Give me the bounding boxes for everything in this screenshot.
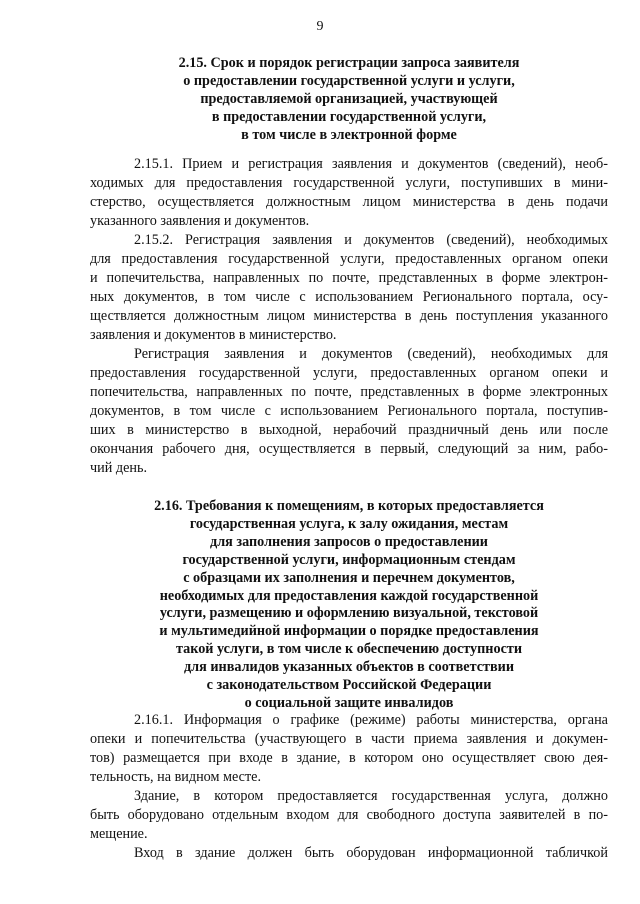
heading-line: услуги, размещению и оформлению визуальной, текстовой bbox=[159, 605, 539, 622]
body-line: попечительства, направленных по почте, представленных в форме электронных bbox=[90, 384, 608, 400]
heading-line: с образцами их заполнения и перечнем документов, bbox=[183, 569, 515, 586]
heading-line: о предоставлении государственной услуги и услуги, bbox=[183, 72, 515, 89]
heading-line: в том числе в электронной форме bbox=[241, 126, 457, 143]
body-line: 2.15.1. Прием и регистрация заявления и документов (сведений), необ- bbox=[134, 156, 608, 172]
body-line: тов) размещается при входе в здание, в котором оно осуществляет свою дея- bbox=[90, 750, 608, 766]
section-2-15-heading bbox=[90, 55, 608, 145]
body-line: документов, в том числе с использованием Регионального портала, поступив- bbox=[90, 403, 608, 419]
heading-line: 2.16. Требования к помещениям, в которых предоставляется bbox=[154, 498, 544, 514]
page-number: 9 bbox=[316, 19, 324, 34]
heading-line: государственная услуга, к залу ожидания, местам bbox=[189, 515, 509, 532]
body-line: Регистрация заявления и документов (сведений), необходимых для bbox=[134, 346, 608, 362]
section-2-16-heading bbox=[90, 498, 608, 713]
body-line: заявления и документов в министерство. bbox=[90, 327, 337, 343]
body-line: чий день. bbox=[90, 460, 147, 476]
body-line: окончания рабочего дня, осуществляется в первый, следующий за ним, рабо- bbox=[90, 441, 608, 457]
body-line: ходимых для предоставления государственной услуги, поступивших в мини- bbox=[90, 175, 608, 191]
body-line: 2.15.2. Регистрация заявления и документов (сведений), необходимых bbox=[134, 232, 608, 248]
body-line: опеки и попечительства (участвующего в части приема заявления и докумен- bbox=[90, 731, 608, 747]
body-line: Здание, в котором предоставляется государственная услуга, должно bbox=[134, 788, 608, 804]
heading-line: с законодательством Российской Федерации bbox=[206, 677, 492, 694]
heading-line: необходимых для предоставления каждой государственной bbox=[159, 587, 539, 604]
body-line: ществляется должностным лицом министерства в день поступления указанного bbox=[90, 308, 608, 324]
body-line: ных документов, в том числе с использованием Регионального портала, осу- bbox=[90, 289, 608, 305]
heading-line: и мультимедийной информации о порядке предоставления bbox=[159, 623, 539, 640]
heading-line: для заполнения запросов о предоставлении bbox=[210, 533, 488, 550]
body-line: быть оборудовано отдельным входом для свободного доступа заявителей в по- bbox=[90, 807, 608, 823]
heading-line: для инвалидов указанных объектов в соответствии bbox=[183, 659, 515, 676]
body-line: мещение. bbox=[90, 826, 148, 842]
body-line: предоставления государственной услуги, предоставленных органом опеки и bbox=[90, 365, 608, 381]
body-line: Вход в здание должен быть оборудован информационной табличкой bbox=[134, 845, 608, 861]
body-line: для предоставления государственной услуги, предоставленных органом опеки bbox=[90, 251, 608, 267]
heading-line: предоставляемой организацией, участвующей bbox=[200, 90, 498, 107]
heading-line: такой услуги, в том числе к обеспечению доступности bbox=[175, 641, 523, 658]
heading-line: государственной услуги, информационным стендам bbox=[182, 551, 516, 568]
heading-line: о социальной защите инвалидов bbox=[244, 694, 454, 711]
body-line: ших в министерство в выходной, нерабочий праздничный день или после bbox=[90, 422, 608, 438]
body-line: стерство, осуществляется должностным лицом министерства в день подачи bbox=[90, 194, 608, 210]
heading-line: в предоставлении государственной услуги, bbox=[211, 108, 487, 125]
body-line: тельность, на видном месте. bbox=[90, 769, 262, 785]
body-line: 2.16.1. Информация о графике (режиме) работы министерства, органа bbox=[134, 712, 608, 728]
heading-line: 2.15. Срок и порядок регистрации запроса заявителя bbox=[178, 55, 520, 71]
body-line: указанного заявления и документов. bbox=[90, 213, 310, 229]
body-line: и попечительства, направленных по почте, представленных в форме электрон- bbox=[90, 270, 608, 286]
